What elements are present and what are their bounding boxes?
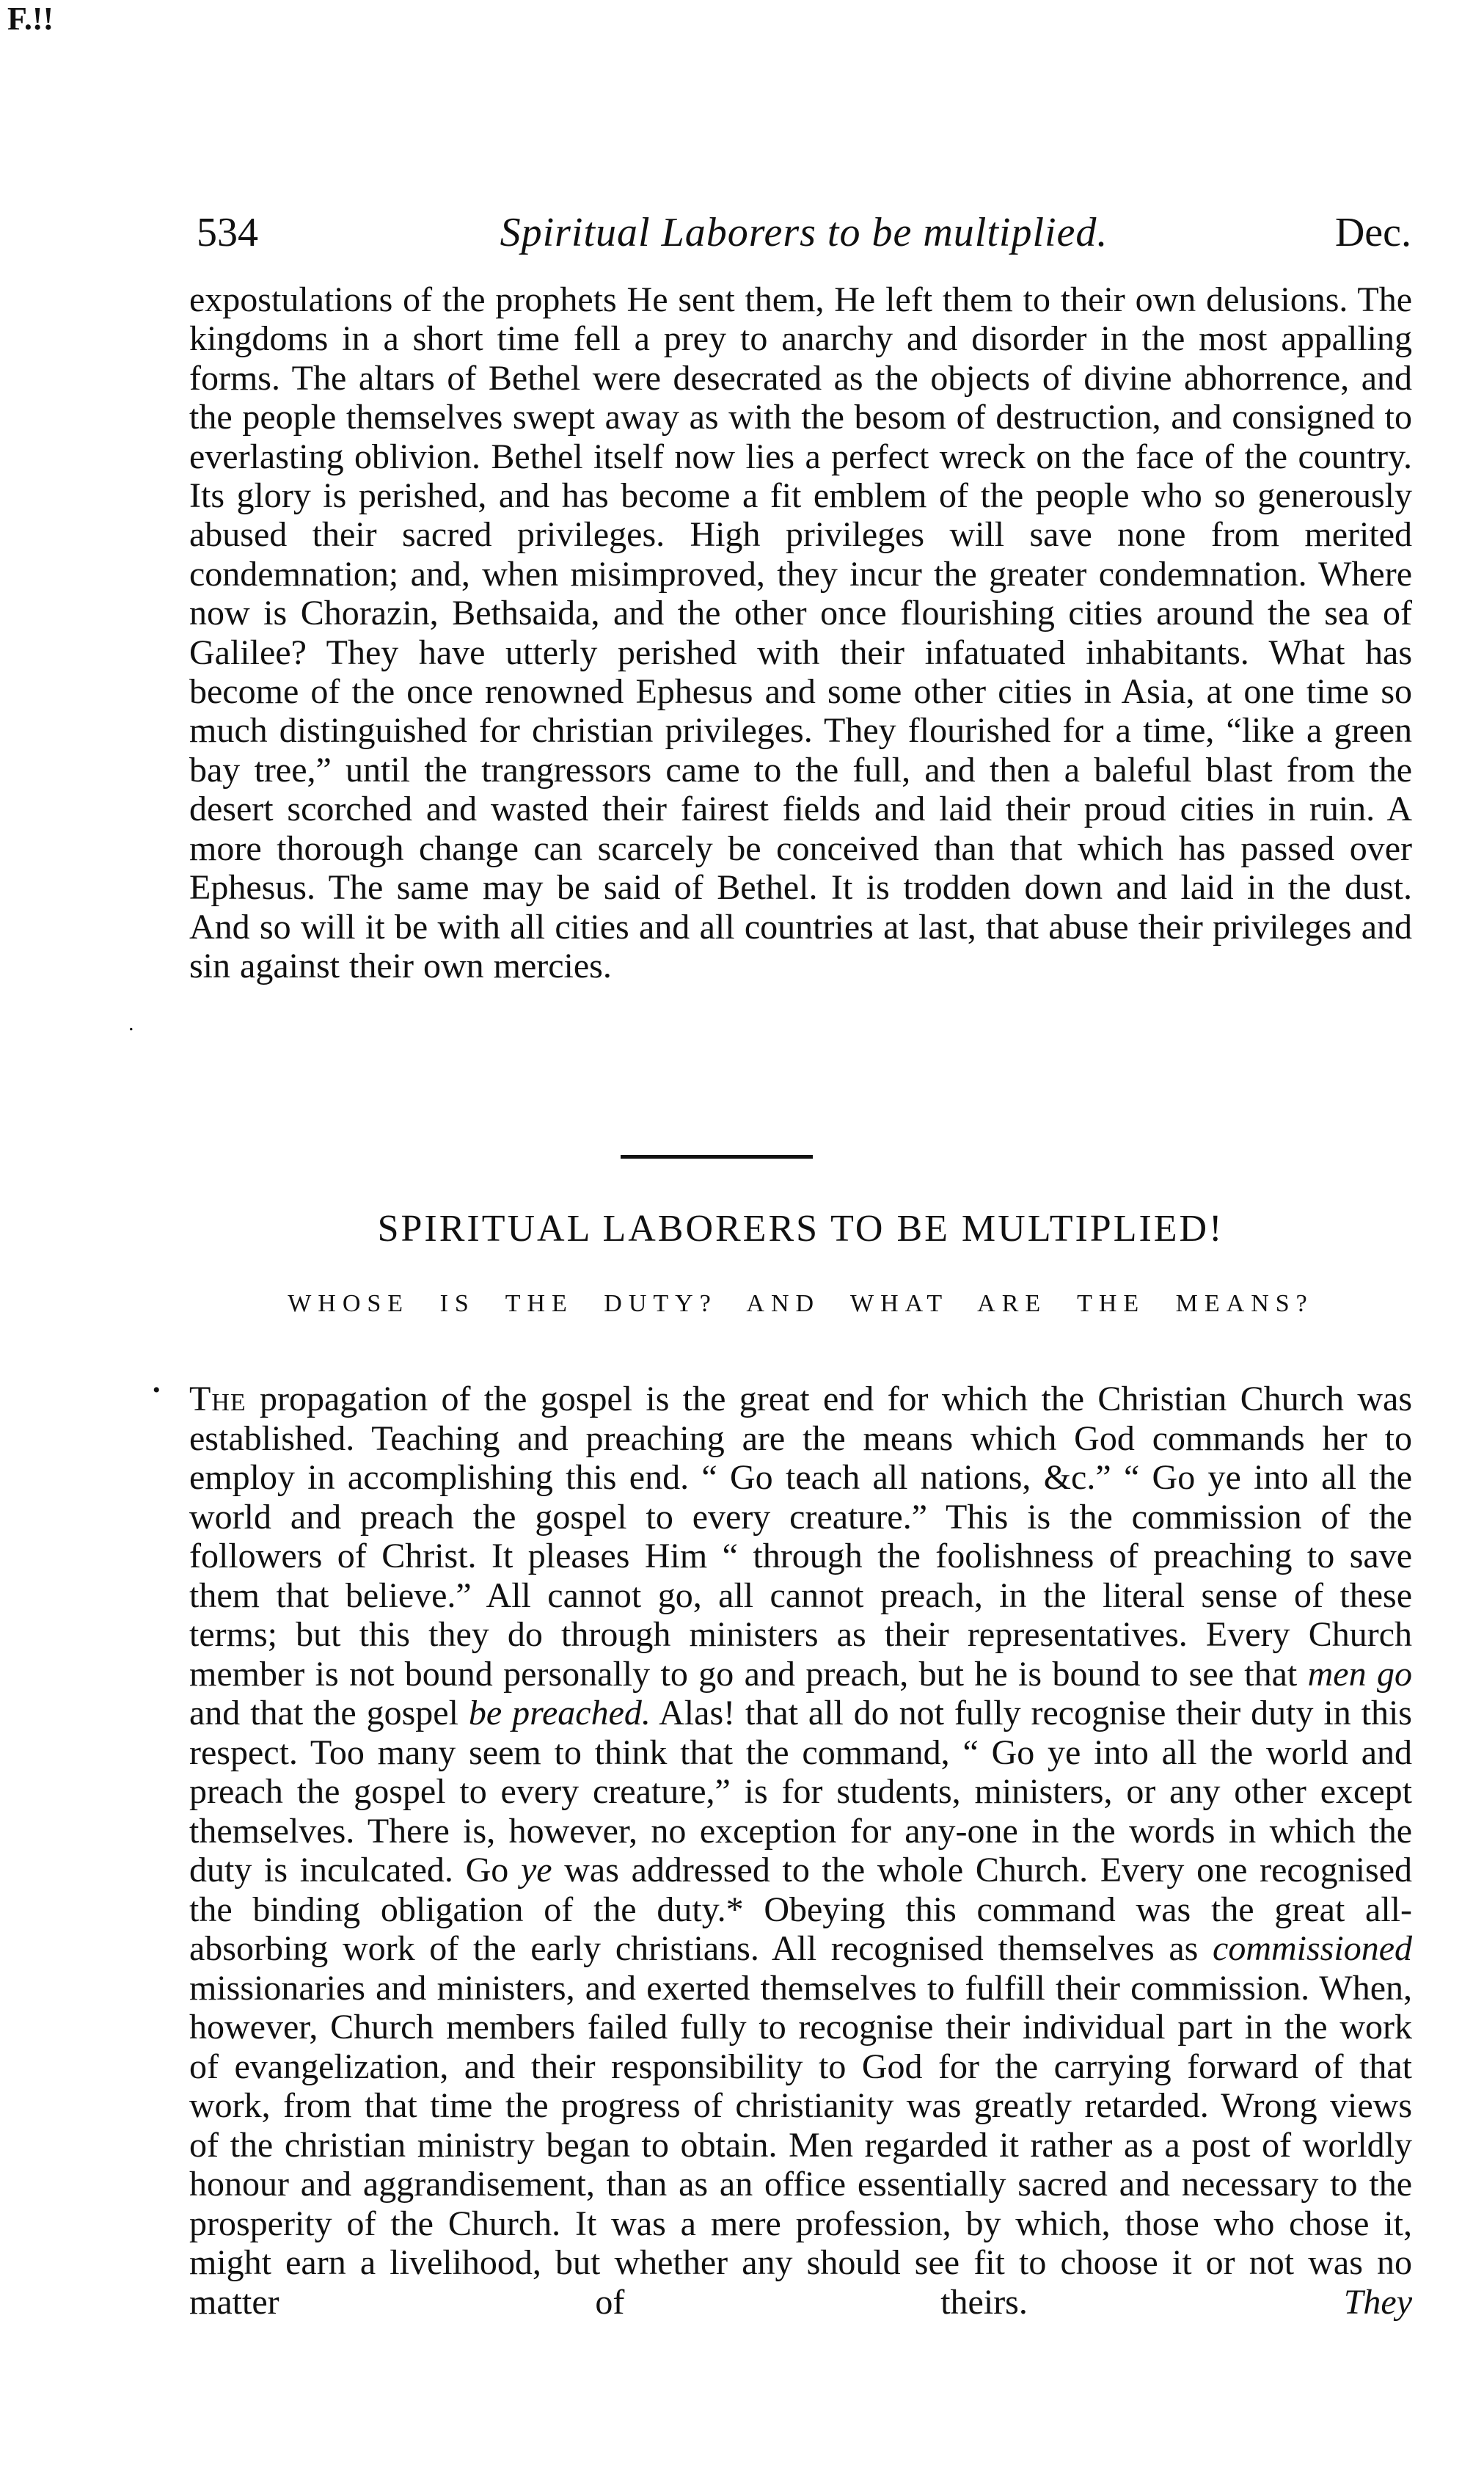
emphasis-text: They: [1343, 2282, 1412, 2322]
margin-mark: •: [153, 1378, 161, 1402]
paragraph-text: and that the gospel: [189, 1694, 469, 1732]
article-title: SPIRITUAL LABORERS TO BE MULTIPLIED!: [377, 1208, 1224, 1250]
paragraph-text: missionaries and ministers, and exerted themselves to fulfill their commission. When, however, Church members failed fully to recognise their individual part in the work of evangelization, and their responsibility to God for the carrying forward of that work, from that time the progress of christianity was greatly retarded. Wrong views of the christian ministry began to obtain. Men regarded it rather as a post of worldly honour and aggrandisement, than as an office essentially sacred and necessary to the prosperity of the Church. It was a mere profession, by which, those who chose it, might earn a livelihood, but whether any should see fit to choose it or not was no matter of theirs.: [189, 1968, 1412, 2322]
continued-paragraph: expostulations of the prophets He sent them, He left them to their own delusions. The kingdoms in a short time fell a prey to anarchy and disorder in the most appalling forms. The altars of Bethel were desecrated as the objects of divine abhorrence, and the people themselves swept away as with the besom of destruction, and consigned to everlasting oblivion. Bethel itself now lies a perfect wreck on the face of the country. Its glory is perished, and has become a fit emblem of the people who so generously abused their sacred privileges. High privileges will save none from merited condemnation; and, when misimproved, they incur the greater condemnation. Where now is Chorazin, Bethsaida, and the other once flourishing cities around the sea of Galilee? They have utterly perished with their infatuated inhabitants. What has become of the once renowned Ephesus and some other cities in Asia, at one time so much distinguished for christian privileges. They flourished for a time, “like a green bay tree,” until the trangressors came to the full, and then a baleful blast from the desert scorched and wasted their fairest fields and laid their proud cities in ruin. A more thorough change can scarcely be conceived than that which has passed over Ephesus. The same may be said of Bethel. It is trodden down and laid in the dust. And so will it be with all cities and all countries at last, that abuse their privileges and sin against their own mercies.: [189, 280, 1412, 985]
margin-mark: .: [128, 1011, 134, 1035]
page-number: 534: [197, 210, 258, 255]
article-subtitle: WHOSE IS THE DUTY? AND WHAT ARE THE MEANS?: [288, 1290, 1314, 1317]
first-word: The: [189, 1380, 246, 1418]
section-divider: [621, 1155, 813, 1159]
paragraph-text: was addressed to the whole Church. Every one recognised the binding obligation of the duty.* Obeying this command was the great all-absorbing work of the early christians. All recognised themselves as: [189, 1851, 1412, 1968]
article-paragraph: [189, 1380, 1412, 2322]
emphasis-text: commissioned: [1213, 1929, 1412, 1968]
emphasis-text: ye: [520, 1851, 552, 1890]
running-month: Dec.: [1334, 210, 1411, 255]
paragraph-text: Alas! that all do not fully recognise their duty in this respect. Too many seem to think that the command, “ Go ye into all the world and preach the gospel to every creature,” is for students, ministers, or any other except themselves. There is, however, no exception for any-one in the words in which the duty is inculcated. Go: [189, 1694, 1412, 1890]
paragraph-text: propagation of the gospel is the great end for which the Christian Church was established. Teaching and preaching are the means which God commands her to employ in accomplishing this end. “ Go teach all nations, &c.” “ Go ye into all the world and preach the gospel to every creature.” This is the commission of the followers of Christ. It pleases Him “ through the foolishness of preaching to save them that believe.” All cannot go, all cannot preach, in the literal sense of these terms; but this they do through ministers as their representatives. Every Church member is not bound personally to go and preach, but he is bound to see that: [189, 1380, 1412, 1694]
corner-mark: F.!!: [7, 1, 54, 37]
running-title: Spiritual Laborers to be multiplied.: [500, 210, 1108, 255]
running-head: [197, 207, 1411, 258]
emphasis-text: be preached.: [468, 1694, 651, 1732]
emphasis-text: men go: [1307, 1654, 1413, 1694]
